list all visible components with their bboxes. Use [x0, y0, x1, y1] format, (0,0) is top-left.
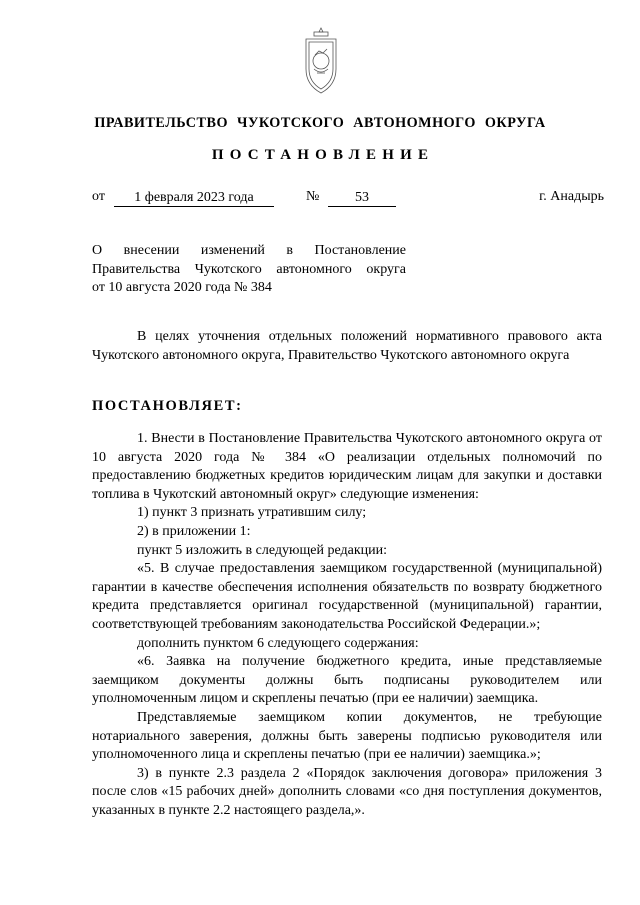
- resolves-heading: ПОСТАНОВЛЯЕТ:: [92, 398, 243, 414]
- document-date: 1 февраля 2023 года: [114, 189, 274, 207]
- number-label: №: [306, 189, 320, 204]
- paragraph: 1. Внести в Постановление Правительства Чукотского автономного округа от 10 августа 2020 года № 384 «О реализации отдельных полномочий по предоставлению бюджетных кредитов юридическим лицам для закупки и доставки топлива в Чукотский автономный округ» следующие изменения:: [92, 431, 602, 502]
- subject-line: О внесении изменений в Постановление: [92, 243, 406, 258]
- subject-line: Правительства Чукотского автономного округа: [92, 261, 406, 277]
- subject-line: от 10 августа 2020 года № 384: [92, 280, 272, 295]
- document-number: 53: [328, 189, 396, 207]
- paragraph: пункт 5 изложить в следующей редакции:: [137, 542, 387, 558]
- paragraph: Представляемые заемщиком копии документов, не требующие нотариального заверения, должны быть заверены подписью руководителя или уполномоченного лица и скреплены печатью (при ее наличии) заемщика.»;: [92, 709, 602, 763]
- place: г. Анадырь: [539, 189, 604, 204]
- resolution-body: [92, 430, 602, 820]
- paragraph: 3) в пункте 2.3 раздела 2 «Порядок заключения договора» приложения 3 после слов «15 рабочих дней» дополнить словами «со дня поступления документов, указанных в пункте 2.2 настоящего раздела,».: [92, 765, 602, 818]
- preamble: [92, 328, 602, 365]
- paragraph: «6. Заявка на получение бюджетного кредита, иные представляемые заемщиком документы должны быть подписаны руководителем или уполномоченным лицом и скреплены печатью (при ее наличии) заемщика.: [92, 654, 602, 707]
- paragraph: 2) в приложении 1:: [137, 523, 251, 539]
- preamble-text: В целях уточнения отдельных положений нормативного правового акта Чукотского автономного округа, Правительство Чукотского автономного округа: [92, 329, 602, 363]
- paragraph: дополнить пунктом 6 следующего содержания:: [137, 635, 419, 651]
- paragraph: 1) пункт 3 признать утратившим силу;: [137, 505, 367, 521]
- paragraph: «5. В случае предоставления заемщиком государственной (муниципальной) гарантии в качестве обеспечения исполнения обязательств по возврату бюджетного кредита представляется оригинал государственной (муниципальной) гарантии, соответствующей требованиям законодательства Российской Федерации.»;: [92, 561, 602, 632]
- date-number-line: [92, 189, 604, 209]
- document-type-title: ПОСТАНОВЛЕНИЕ: [211, 147, 435, 163]
- from-label: от: [92, 189, 105, 204]
- document-subject: [92, 242, 406, 298]
- organization-title: ПРАВИТЕЛЬСТВО ЧУКОТСКОГО АВТОНОМНОГО ОКРУГА: [94, 115, 546, 131]
- coat-of-arms-emblem: [297, 25, 345, 101]
